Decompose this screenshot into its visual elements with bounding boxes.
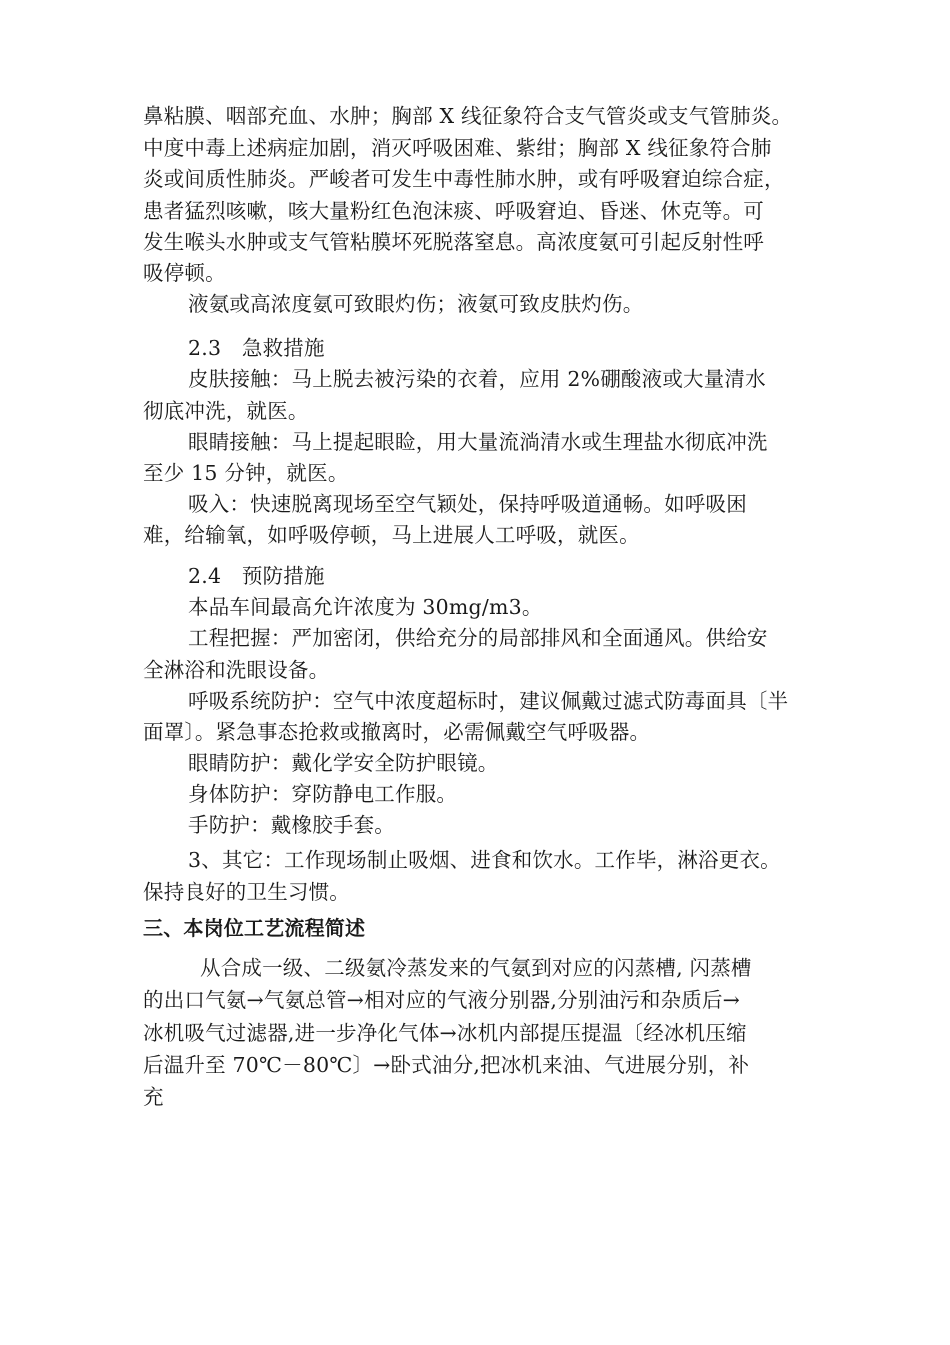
text-line: 面罩〕。紧急事态抢救或撤离时，必需佩戴空气呼吸器。 — [143, 720, 651, 744]
section-heading-process: 三、本岗位工艺流程简述 — [143, 916, 366, 940]
text-line: 吸停顿。 — [143, 261, 226, 285]
text-line: 皮肤接触：马上脱去被污染的衣着，应用 2%硼酸液或大量清水 — [188, 367, 766, 391]
text-line: 身体防护：穿防静电工作服。 — [188, 782, 458, 806]
text-line: 炎或间质性肺炎。严峻者可发生中毒性肺水肿，或有呼吸窘迫综合症， — [143, 167, 785, 191]
text-line: 眼睛防护：戴化学安全防护眼镜。 — [188, 751, 499, 775]
text-line: 吸入：快速脱离现场至空气颖处，保持呼吸道通畅。如呼吸困 — [188, 492, 747, 516]
paragraph-eye-injury: 液氨或高浓度氨可致眼灼伤；液氨可致皮肤灼伤。 — [188, 292, 644, 316]
text-line: 全淋浴和洗眼设备。 — [143, 658, 330, 682]
text-line: 鼻粘膜、咽部充血、水肿；胸部 X 线征象符合支气管炎或支气管肺炎。 — [143, 104, 793, 128]
text-line: 从合成一级、二级氨冷蒸发来的气氨到对应的闪蒸槽, 闪蒸槽 — [200, 956, 752, 980]
text-line: 患者猛烈咳嗽，咳大量粉红色泡沫痰、呼吸窘迫、昏迷、休克等。可 — [143, 199, 764, 223]
text-line: 冰机吸气过滤器,进一步净化气体→冰机内部提压提温〔经冰机压缩 — [143, 1021, 747, 1045]
section-heading-prevention: 2.4 预防措施 — [188, 564, 325, 588]
text-line: 手防护：戴橡胶手套。 — [188, 813, 395, 837]
text-line: 充 — [143, 1085, 164, 1109]
text-line: 工程把握：严加密闭，供给充分的局部排风和全面通风。供给安 — [188, 626, 768, 650]
text-line: 眼睛接触：马上提起眼睑，用大量流淌清水或生理盐水彻底冲洗 — [188, 430, 768, 454]
section-heading-first-aid: 2.3 急救措施 — [188, 336, 325, 360]
text-line: 本品车间最高允许浓度为 30mg/m3。 — [188, 595, 543, 619]
text-line: 发生喉头水肿或支气管粘膜坏死脱落窒息。高浓度氨可引起反射性呼 — [143, 230, 764, 254]
text-line: 至少 15 分钟，就医。 — [143, 461, 349, 485]
text-line: 呼吸系统防护：空气中浓度超标时，建议佩戴过滤式防毒面具〔半 — [188, 689, 789, 713]
text-line: 保持良好的卫生习惯。 — [143, 880, 350, 904]
text-line: 难，给输氧，如呼吸停顿，马上进展人工呼吸，就医。 — [143, 523, 640, 547]
text-line: 后温升至 70℃－80℃〕→卧式油分,把冰机来油、气进展分别，补 — [143, 1053, 750, 1077]
text-line: 中度中毒上述病症加剧，消灭呼吸困难、紫绀；胸部 X 线征象符合肺 — [143, 136, 772, 160]
text-line: 的出口气氨→气氨总管→相对应的气液分别器,分别油污和杂质后→ — [143, 988, 741, 1012]
text-line: 彻底冲洗，就医。 — [143, 399, 309, 423]
text-line: 3、其它：工作现场制止吸烟、进食和饮水。工作毕，淋浴更衣。 — [188, 848, 781, 872]
